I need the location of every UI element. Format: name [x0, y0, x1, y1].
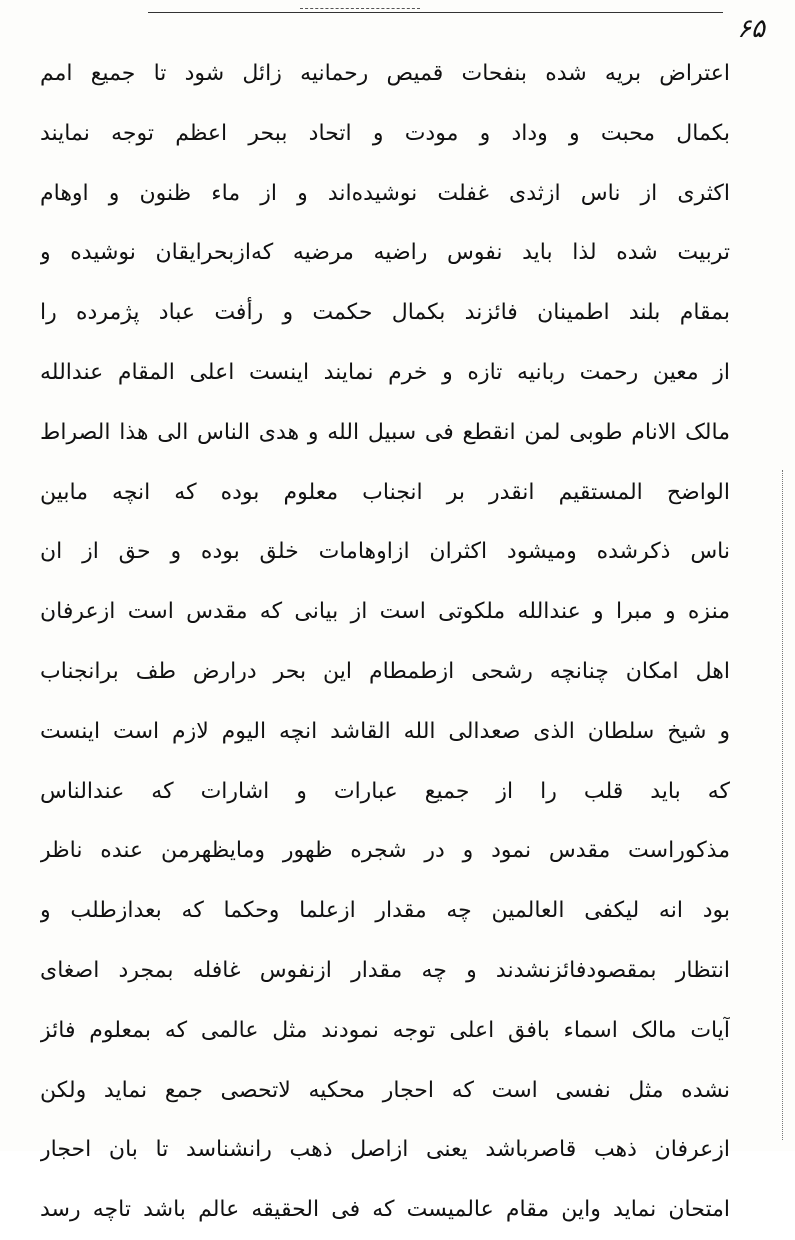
text-line: منزه و مبرا و عندالله ملکوتی است از بیانی که مقدس است ازعرفان: [40, 599, 730, 625]
body-text: [40, 44, 730, 1240]
text-line: ناس ذکرشده ومیشود اکثران ازاوهامات خلق بوده و حق از ان: [40, 539, 730, 565]
text-line: انتظار بمقصودفائزنشدند و چه مقدار ازنفوس غافله بمجرد اصغای: [40, 957, 730, 983]
text-line: اعتراض بریه شده بنفحات قمیص رحمانیه زائل شود تا جمیع امم: [40, 61, 730, 86]
text-line: نشده مثل نفسی است که احجار محکیه لاتحصی جمع نماید ولکن: [40, 1077, 730, 1103]
text-line: بود انه لیکفی العالمین چه مقدار ازعلما وحکما که بعدازطلب و: [40, 898, 730, 924]
text-line: از معین رحمت ربانیه تازه و خرم نمایند اینست اعلی المقام عندالله: [40, 359, 730, 385]
text-line: تربیت شده لذا باید نفوس راضیه مرضیه که‌ازبحرایقان نوشیده و: [40, 240, 730, 266]
text-line: آیات مالک اسماء بافق اعلی توجه نمودند مثل عالمی که بمعلوم فائز: [40, 1017, 730, 1043]
header-rule: [148, 12, 723, 13]
text-line: بکمال محبت و وداد و مودت و اتحاد ببحر اعظم توجه نمایند: [40, 120, 730, 146]
text-line: اکثری از ناس ازثدی غفلت نوشیده‌اند و از ماء ظنون و اوهام: [40, 180, 730, 206]
text-line: که باید قلب را از جمیع عبارات و اشارات که عندالناس: [40, 778, 730, 804]
text-line: الواضح المستقیم انقدر بر انجناب معلوم بوده که انچه مابین: [40, 479, 730, 505]
text-line: مذکوراست مقدس نمود و در شجره ظهور ومایظهرمن عنده ناظر: [40, 838, 730, 864]
header-dashed-rule: [300, 8, 420, 9]
text-line: ازعرفان ذهب قاصرباشد یعنی ازاصل ذهب رانشناسد تا بان احجار: [40, 1137, 730, 1163]
text-line: بمقام بلند اطمینان فائزند بکمال حکمت و رأفت عباد پژمرده را: [40, 300, 730, 326]
text-line: و شیخ سلطان الذی صعدالی الله القاشد انچه الیوم لازم است اینست: [40, 718, 730, 744]
text-line: اهل امکان چنانچه رشحی ازطمطام این بحر درارض طف برانجناب: [40, 658, 730, 684]
text-line: امتحان نماید واین مقام عالمیست که فی الحقیقه عالم باشد تاچه رسد: [40, 1197, 730, 1223]
page-number: ۶۵: [737, 14, 765, 44]
text-line: مالک الانام طوبی لمن انقطع فی سبیل الله و هدی الناس الی هذا الصراط: [40, 419, 730, 445]
margin-dotted-line: [782, 470, 783, 1140]
